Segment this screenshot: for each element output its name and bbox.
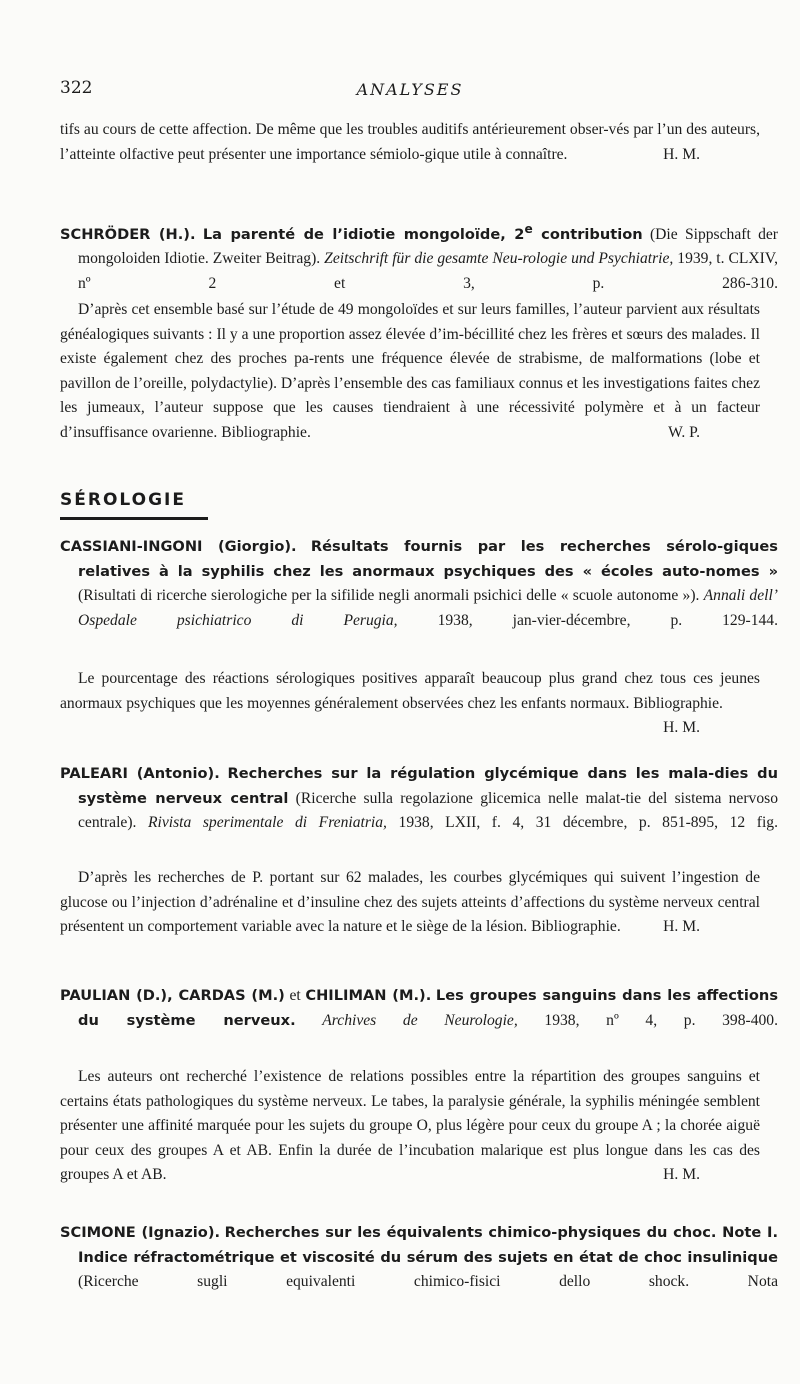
entry-title: Recherches sur les équivalents chimico-physiques du choc. Note I. Indice réfractométrique et viscosité du sérum des sujets en état de choc insulinique [78,1224,778,1266]
reviewer-signature: H. M. [663,1166,700,1183]
paragraph-text: D’après cet ensemble basé sur l’étude de 49 mongoloïdes et sur leurs familles, l’auteur parvient aux résultats généalogiques suivants : Il y a une proportion assez élevée d’im-bécillité chez les frères et sœurs des malades. Il existe également chez des proches pa-rents une fréquence élevée de strabisme, de malformations (lobe et pavillon de l’oreille, polydactylie). D’après l’ensemble des cas familiaux connus et les investigations faites chez les jumeaux, l’auteur suppose que les causes tiendraient à une récessivité polymère et à un facteur d’insuffisance ovarienne. Bibliographie. [60,301,760,441]
abstract-cassiani [60,667,760,741]
entry-authors: SCIMONE (Ignazio). [60,1224,221,1241]
paragraph-text: tifs au cours de cette affection. De même que les troubles auditifs antérieurement obser-vés par l’un des auteurs, l’atteinte olfactive peut présenter une importance sémiolo-gique utile à connaître. [60,121,760,163]
entry-details: 1938, nº 4, p. 398-400. [544,1011,778,1029]
entry-authors: PAULIAN (D.), CARDAS (M.) [60,987,285,1004]
entry-journal: Annali dell’ Ospedale psichiatrico di Perugia, [78,587,778,629]
entry-original-title: (Risultati di ricerche sierologiche per la sifilide negli anormali psichici delle « scuole autonome »). [78,587,700,604]
entry-details: 1939, t. CLXIV, nº 2 et 3, p. 286-310. [78,250,779,292]
entry-title: Recherches sur la régulation glycémique dans les mala-dies du système nerveux central [78,765,778,807]
abstract-paleari [60,866,760,940]
entry-title: La parenté de l’idiotie mongoloïde, 2e contribution [202,222,643,243]
abstract-paulian [60,1065,760,1188]
entry-title: Les groupes sanguins dans les affections du système nerveux. [78,987,779,1029]
paragraph-text: D’après les recherches de P. portant sur 62 malades, les courbes glycémiques qui suivent l’ingestion de glucose ou l’injection d’adrénaline et d’insuline chez des sujets atteints d’affections du système nerveux central présentent un comportement variable avec la nature et le siège de la lésion. Bibliographie. [60,869,760,935]
paragraph-text: Les auteurs ont recherché l’existence de relations possibles entre la répartition des groupes sanguins et certains états pathologiques du système nerveux. Le tabes, la paralysie générale, la syphilis méningée semblent présenter une affinité marquée pour les sujets du groupe O, plus légère pour ceux du groupe A ; la chorée aiguë pour ceux des groupes A et AB. Enfin la durée de l’incubation malarique est plus longue dans les cas des groupes A et AB. [60,1068,760,1183]
entry-journal: Archives de Neurologie, [322,1011,518,1029]
page-number: 322 [60,78,93,98]
paragraph-continued [60,118,760,167]
entry-details: 1938, jan-vier-décembre, p. 129-144. [437,611,778,629]
entry-authors: CASSIANI-INGONI (Giorgio). [60,538,297,555]
paragraph-text: Le pourcentage des réactions sérologiques positives apparaît beaucoup plus grand chez tous ces jeunes anormaux psychiques que les moyennes généralement observées chez les enfants normaux. Bibliographie. [60,670,760,712]
entry-schroder [60,217,778,296]
entry-journal: Zeitschrift für die gesamte Neu-rologie und Psychiatrie, [324,250,674,268]
section-heading: SÉROLOGIE [60,490,186,510]
reviewer-signature: H. M. [663,145,700,163]
abstract-schroder [60,298,760,445]
reviewer-signature: H. M. [663,719,700,736]
reviewer-signature: H. M. [663,918,700,935]
entry-original-title: (Ricerche sulla regolazione glicemica nelle malat-tie del sistema nervoso centrale). [78,789,779,831]
heading-underline [60,517,208,520]
entry-original-title: (Ricerche sugli equivalenti chimico-fisici dello shock. Nota [78,1273,778,1290]
entry-journal: Rivista sperimentale di Freniatria, [148,814,387,831]
running-title: ANALYSES [356,80,464,99]
entry-details: 1938, LXII, f. 4, 31 décembre, p. 851-895, 12 fig. [398,814,778,831]
entry-title: Résultats fournis par les recherches sérolo-giques relatives à la syphilis chez les anormaux psychiques des « écoles auto-nomes » [78,538,778,580]
entry-authors: SCHRÖDER (H.). [60,225,196,243]
entry-authors: PALEARI (Antonio). [60,765,220,782]
page-header [60,78,760,104]
entry-cassiani [60,535,778,633]
entry-authors-2: CHILIMAN (M.). [305,987,432,1004]
entry-paulian [60,984,778,1033]
entry-original-title: (Die Sippschaft der mongoloiden Idiotie. Zweiter Beitrag). [78,225,778,268]
entry-paleari [60,762,778,836]
entry-conjunction: et [289,987,301,1004]
reviewer-signature: W. P. [668,423,700,441]
entry-scimone [60,1221,778,1295]
